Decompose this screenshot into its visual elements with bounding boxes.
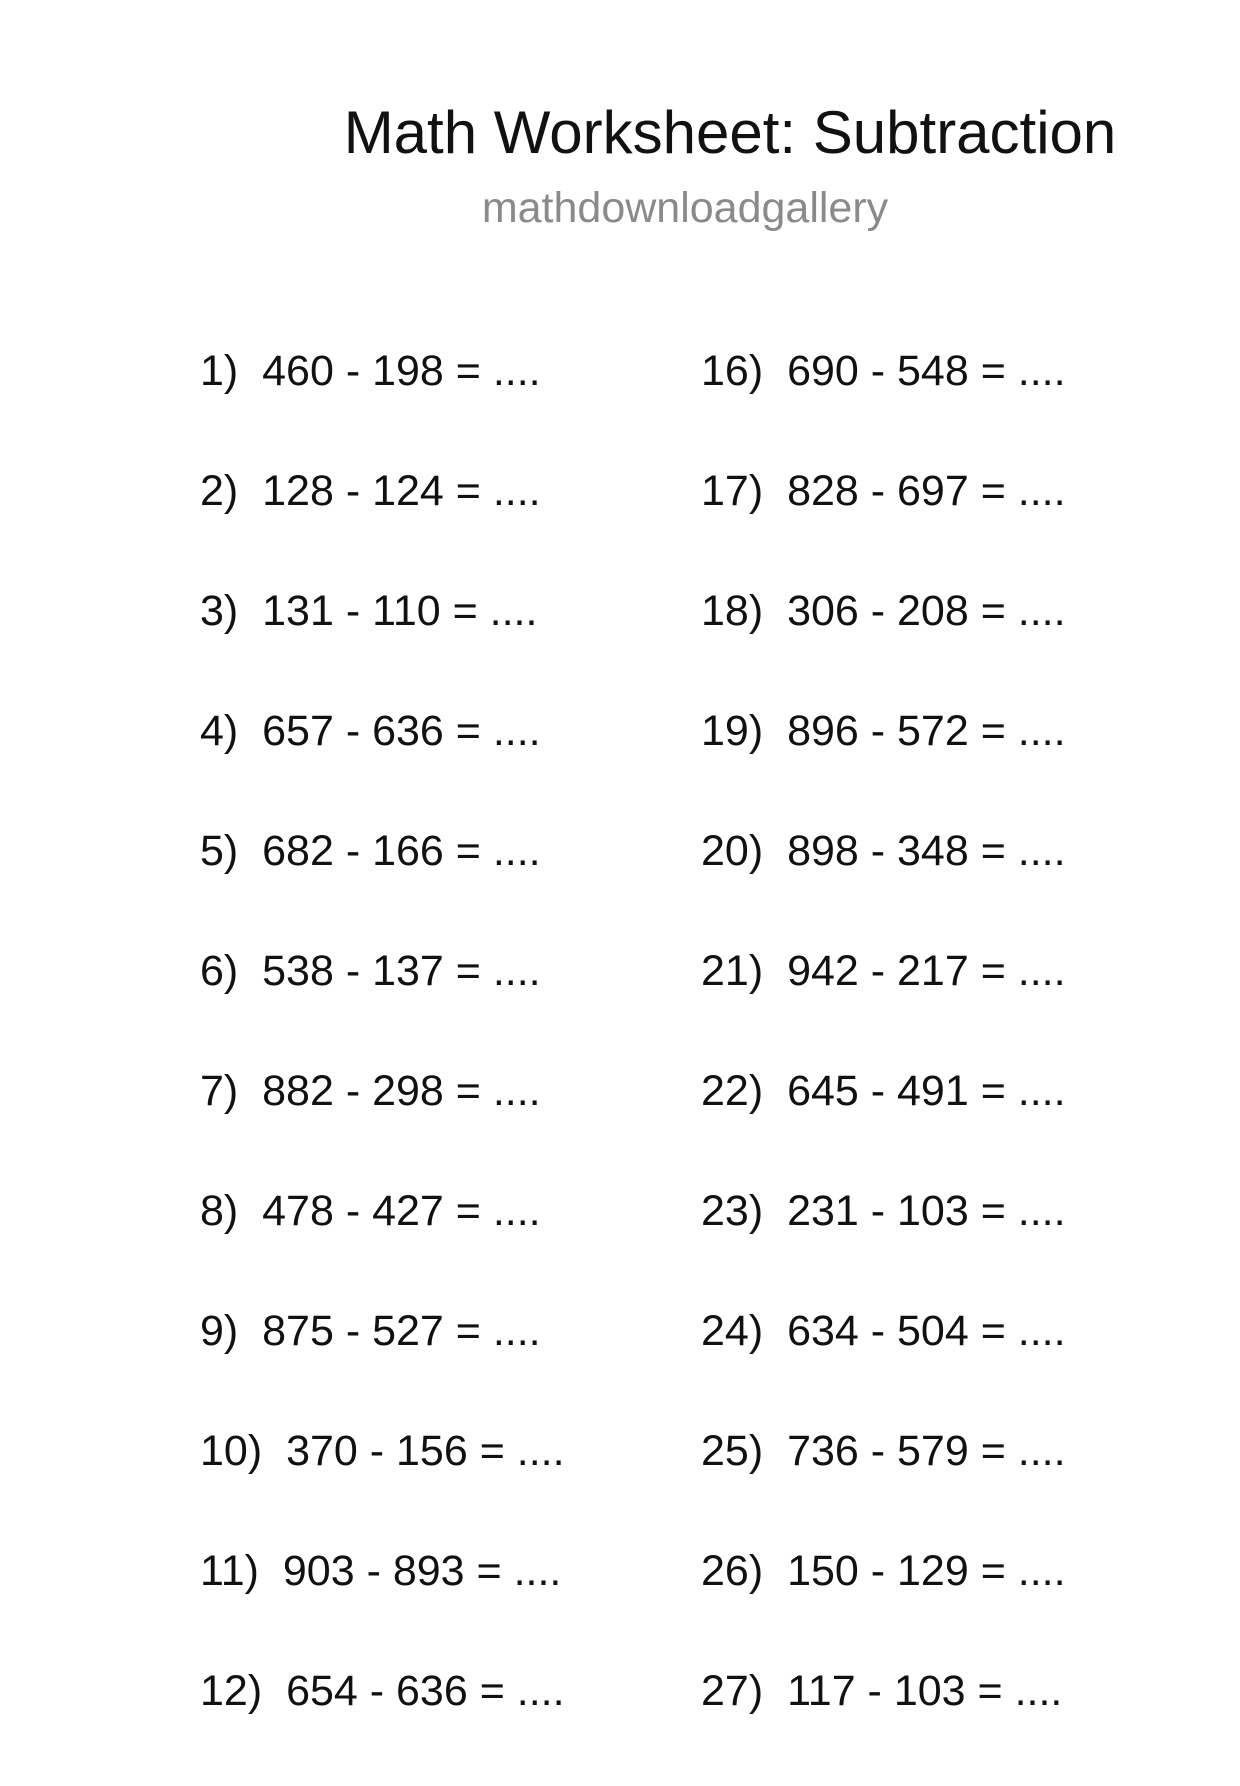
worksheet-title: Math Worksheet: Subtraction <box>343 99 1117 166</box>
problem-expression: 657 - 636 = .... <box>262 707 541 755</box>
problem-item <box>200 1186 565 1306</box>
problem-expression: 128 - 124 = .... <box>262 467 541 515</box>
problem-item <box>701 1426 1066 1546</box>
problem-item <box>200 1666 565 1786</box>
problem-number: 8) <box>200 1187 239 1235</box>
problem-number: 16) <box>701 347 764 395</box>
problem-expression: 634 - 504 = .... <box>787 1307 1066 1355</box>
problem-item <box>701 1186 1066 1306</box>
problem-item <box>200 1306 565 1426</box>
problem-expression: 131 - 110 = .... <box>262 587 538 635</box>
problem-expression: 903 - 893 = .... <box>282 1547 562 1595</box>
problem-item <box>701 1066 1066 1186</box>
problem-item <box>200 1426 565 1546</box>
problem-number: 12) <box>200 1667 263 1715</box>
problem-list-right <box>701 346 1066 1786</box>
problem-item <box>200 826 565 946</box>
problem-number: 20) <box>701 827 764 875</box>
problem-expression: 370 - 156 = .... <box>286 1427 565 1475</box>
problem-number: 11) <box>200 1547 259 1595</box>
problem-expression: 654 - 636 = .... <box>286 1667 565 1715</box>
problem-number: 22) <box>701 1067 764 1115</box>
problem-expression: 306 - 208 = .... <box>787 587 1066 635</box>
problem-item <box>200 346 565 466</box>
problem-expression: 150 - 129 = .... <box>787 1547 1066 1595</box>
worksheet-subtitle: mathdownloadgallery <box>481 184 889 232</box>
problem-item <box>701 466 1066 586</box>
problem-item <box>701 1666 1066 1786</box>
problem-number: 3) <box>200 587 239 635</box>
problem-number: 23) <box>701 1187 764 1235</box>
problem-item <box>701 586 1066 706</box>
problem-item <box>200 946 565 1066</box>
problem-expression: 690 - 548 = .... <box>787 347 1066 395</box>
problem-number: 6) <box>200 947 239 995</box>
problem-number: 19) <box>701 707 764 755</box>
problem-item <box>701 946 1066 1066</box>
problem-list-left <box>200 346 565 1786</box>
problem-item <box>200 466 565 586</box>
problem-item <box>701 706 1066 826</box>
problem-item <box>701 1546 1066 1666</box>
problem-expression: 896 - 572 = .... <box>787 707 1066 755</box>
problem-expression: 875 - 527 = .... <box>262 1307 541 1355</box>
problem-item <box>200 1546 565 1666</box>
problem-expression: 117 - 103 = .... <box>787 1667 1063 1715</box>
problem-number: 18) <box>701 587 764 635</box>
problem-item <box>701 826 1066 946</box>
problem-number: 27) <box>701 1667 764 1715</box>
problem-number: 10) <box>200 1427 263 1475</box>
problem-number: 21) <box>701 947 764 995</box>
problem-number: 25) <box>701 1427 764 1475</box>
problem-expression: 882 - 298 = .... <box>262 1067 541 1115</box>
problem-item <box>701 346 1066 466</box>
problem-expression: 736 - 579 = .... <box>787 1427 1066 1475</box>
problem-number: 9) <box>200 1307 239 1355</box>
problem-expression: 538 - 137 = .... <box>262 947 541 995</box>
problem-expression: 942 - 217 = .... <box>787 947 1066 995</box>
problem-number: 7) <box>200 1067 239 1115</box>
problem-expression: 478 - 427 = .... <box>262 1187 541 1235</box>
problem-number: 1) <box>200 347 239 395</box>
problem-expression: 231 - 103 = .... <box>787 1187 1066 1235</box>
problem-expression: 828 - 697 = .... <box>787 467 1066 515</box>
problem-item <box>200 1066 565 1186</box>
problem-item <box>701 1306 1066 1426</box>
problem-expression: 682 - 166 = .... <box>262 827 541 875</box>
problem-number: 5) <box>200 827 239 875</box>
problem-number: 24) <box>701 1307 764 1355</box>
problem-item <box>200 706 565 826</box>
problem-number: 2) <box>200 467 239 515</box>
problem-number: 26) <box>701 1547 764 1595</box>
problem-item <box>200 586 565 706</box>
problem-expression: 460 - 198 = .... <box>262 347 541 395</box>
problem-expression: 898 - 348 = .... <box>787 827 1066 875</box>
problem-number: 17) <box>701 467 764 515</box>
problem-number: 4) <box>200 707 239 755</box>
problem-expression: 645 - 491 = .... <box>787 1067 1066 1115</box>
